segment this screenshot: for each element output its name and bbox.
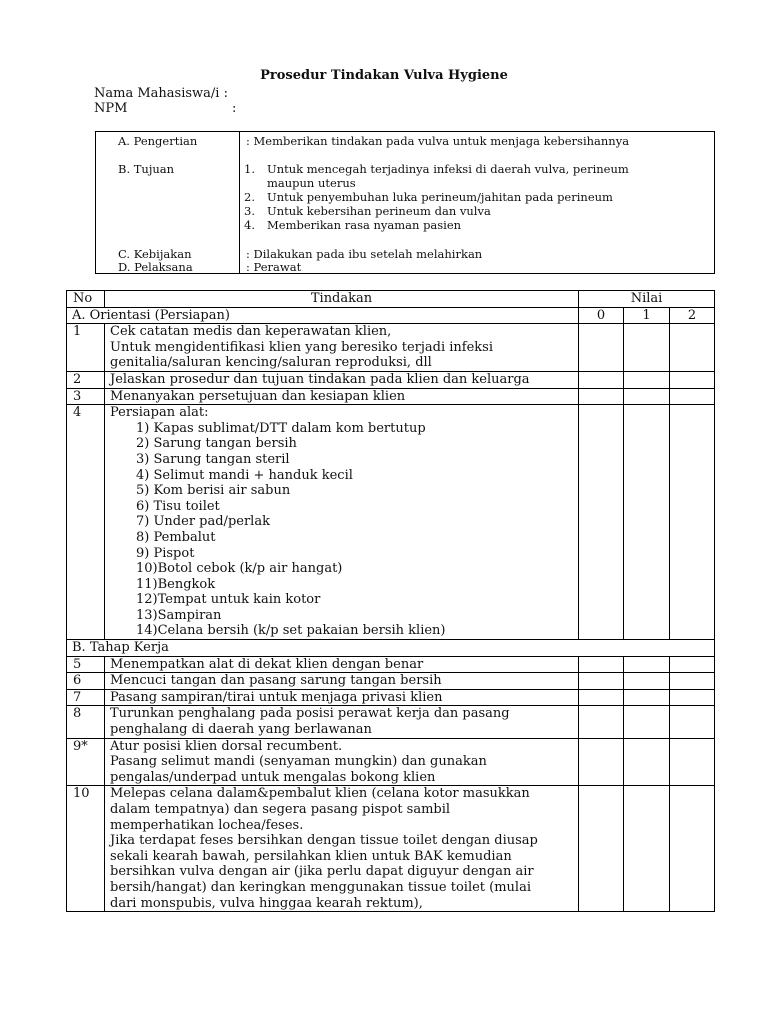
tujuan-num: 4. <box>244 218 255 232</box>
row-no: 1 <box>67 324 105 372</box>
equipment-list <box>110 421 578 639</box>
row-text-line: bersihkan vulva dengan air (jika perlu dapat diguyur dengan air <box>110 864 534 880</box>
row-tindakan <box>105 786 579 912</box>
score-cell-1[interactable] <box>624 405 670 640</box>
row-text-line: penghalang di daerah yang berlawanan <box>110 722 372 738</box>
pelaksana-label: D. Pelaksana <box>118 260 193 274</box>
score-cell-0[interactable] <box>579 371 624 388</box>
equipment-item: 2) Sarung tangan bersih <box>136 436 297 452</box>
row-tindakan <box>105 689 579 706</box>
equipment-item: 13)Sampiran <box>136 607 222 623</box>
row-tindakan <box>105 371 579 388</box>
kebijakan-value: : Dilakukan pada ibu setelah melahirkan <box>246 247 483 261</box>
row-no: 7 <box>67 689 105 706</box>
row-text-line: bersih/hangat) dan keringkan menggunakan tissue toilet (mulai <box>110 879 531 895</box>
row-text-line: Melepas celana dalam&pembalut klien (celana kotor masukkan <box>110 786 530 802</box>
score-cell-2[interactable] <box>670 786 715 912</box>
table-header-row <box>67 291 715 308</box>
row-no: 3 <box>67 388 105 405</box>
kebijakan-label: C. Kebijakan <box>118 247 192 261</box>
score-cell-1[interactable] <box>624 738 670 786</box>
header-nilai: Nilai <box>579 291 715 308</box>
row-tindakan <box>105 656 579 673</box>
row-text-line: Jika terdapat feses bersihkan dengan tissue toilet dengan diusap <box>110 833 538 849</box>
score-header: 0 <box>579 307 624 324</box>
row-tindakan <box>105 706 579 738</box>
score-cell-2[interactable] <box>670 656 715 673</box>
score-cell-1[interactable] <box>624 371 670 388</box>
header-tindakan: Tindakan <box>105 291 579 308</box>
score-cell-2[interactable] <box>670 388 715 405</box>
row-text-line: Pasang selimut mandi (senyaman mungkin) dan gunakan <box>110 754 487 770</box>
row-no: 8 <box>67 706 105 738</box>
tujuan-text: maupun uterus <box>267 176 356 190</box>
table-row <box>67 371 715 388</box>
equipment-item: 6) Tisu toilet <box>136 498 220 514</box>
row-no: 4 <box>67 405 105 640</box>
tujuan-text: Untuk penyembuhan luka perineum/jahitan pada perineum <box>267 190 613 204</box>
row-text-line: Cek catatan medis dan keperawatan klien, <box>110 324 392 340</box>
score-cell-0[interactable] <box>579 388 624 405</box>
score-cell-2[interactable] <box>670 706 715 738</box>
page-title: Prosedur Tindakan Vulva Hygiene <box>260 68 508 83</box>
equipment-item: 1) Kapas sublimat/DTT dalam kom bertutup <box>136 420 426 436</box>
score-cell-1[interactable] <box>624 656 670 673</box>
row-text-line: Pasang sampiran/tirai untuk menjaga privasi klien <box>110 689 443 705</box>
equipment-item: 9) Pispot <box>136 545 195 561</box>
section-a-label: A. Orientasi (Persiapan) <box>67 307 579 324</box>
row-tindakan <box>105 673 579 690</box>
row-text-line: Untuk mengidentifikasi klien yang beresiko terjadi infeksi <box>110 339 494 355</box>
row-text-line: Turunkan penghalang pada posisi perawat kerja dan pasang <box>110 706 510 722</box>
score-cell-0[interactable] <box>579 689 624 706</box>
rows-b <box>67 656 715 912</box>
tujuan-num: 3. <box>244 204 255 218</box>
equipment-item: 11)Bengkok <box>136 576 216 592</box>
procedure-info-box <box>95 131 715 274</box>
score-cell-0[interactable] <box>579 786 624 912</box>
student-name-label: Nama Mahasiswa/i : <box>94 86 228 101</box>
score-cell-2[interactable] <box>670 689 715 706</box>
score-cell-0[interactable] <box>579 706 624 738</box>
row-text-line: pengalas/underpad untuk mengalas bokong klien <box>110 769 436 785</box>
row-text-line: Mencuci tangan dan pasang sarung tangan bersih <box>110 673 442 689</box>
row-text-line: Jelaskan prosedur dan tujuan tindakan pada klien dan keluarga <box>110 371 530 387</box>
table-row <box>67 405 715 640</box>
section-b-row <box>67 640 715 657</box>
equipment-item: 3) Sarung tangan steril <box>136 451 290 467</box>
row-text-line: dari monspubis, vulva hinggaa kearah rektum), <box>110 895 423 911</box>
table-row <box>67 786 715 912</box>
row-text-line: memperhatikan lochea/feses. <box>110 817 304 833</box>
pelaksana-value: : Perawat <box>246 260 302 274</box>
header-no: No <box>67 291 105 308</box>
score-cell-2[interactable] <box>670 371 715 388</box>
tujuan-num: 1. <box>244 162 255 176</box>
section-b-label: B. Tahap Kerja <box>67 640 715 657</box>
rows-a <box>67 324 715 405</box>
tujuan-num: 2. <box>244 190 255 204</box>
row-tindakan <box>105 405 579 640</box>
row-no: 5 <box>67 656 105 673</box>
equipment-item: 10)Botol cebok (k/p air hangat) <box>136 561 343 577</box>
row-tindakan <box>105 324 579 372</box>
score-cell-0[interactable] <box>579 324 624 372</box>
equipment-item: 4) Selimut mandi + handuk kecil <box>136 467 353 483</box>
equipment-item: 7) Under pad/perlak <box>136 514 270 530</box>
section-a-row <box>67 307 715 324</box>
table-row <box>67 689 715 706</box>
score-cell-0[interactable] <box>579 673 624 690</box>
score-cell-2[interactable] <box>670 405 715 640</box>
score-cell-0[interactable] <box>579 656 624 673</box>
equipment-item: 5) Kom berisi air sabun <box>136 483 291 499</box>
row-text-line: genitalia/saluran kencing/saluran reproduksi, dll <box>110 355 432 371</box>
row4-title: Persiapan alat: <box>110 405 209 421</box>
table-row <box>67 738 715 786</box>
score-cell-2[interactable] <box>670 673 715 690</box>
npm-colon: : <box>232 101 237 116</box>
tujuan-text: Memberikan rasa nyaman pasien <box>267 218 462 232</box>
score-cell-0[interactable] <box>579 738 624 786</box>
equipment-item: 8) Pembalut <box>136 529 216 545</box>
npm-label: NPM <box>94 101 128 116</box>
table-row <box>67 324 715 372</box>
score-cell-1[interactable] <box>624 388 670 405</box>
table-row <box>67 706 715 738</box>
info-box-divider <box>239 132 240 273</box>
score-cell-1[interactable] <box>624 706 670 738</box>
student-info <box>94 86 236 116</box>
table-row <box>67 656 715 673</box>
score-cell-1[interactable] <box>624 324 670 372</box>
row-text-line: sekali kearah bawah, persilahkan klien untuk BAK kemudian <box>110 848 512 864</box>
equipment-item: 12)Tempat untuk kain kotor <box>136 592 321 608</box>
score-header: 2 <box>670 307 715 324</box>
row-text-line: Atur posisi klien dorsal recumbent. <box>110 738 343 754</box>
tujuan-label: B. Tujuan <box>118 162 175 176</box>
row-text-line: Menempatkan alat di dekat klien dengan benar <box>110 656 424 672</box>
tujuan-text: Untuk kebersihan perineum dan vulva <box>267 204 491 218</box>
row-no: 9* <box>67 738 105 786</box>
table-row <box>67 388 715 405</box>
row-text-line: Menanyakan persetujuan dan kesiapan klien <box>110 388 406 404</box>
checklist-table <box>66 290 715 912</box>
pengertian-value: : Memberikan tindakan pada vulva untuk menjaga kebersihannya <box>246 134 630 148</box>
equipment-item: 14)Celana bersih (k/p set pakaian bersih klien) <box>136 623 446 639</box>
tujuan-text: Untuk mencegah terjadinya infeksi di daerah vulva, perineum <box>267 162 629 176</box>
table-row <box>67 673 715 690</box>
score-cell-0[interactable] <box>579 405 624 640</box>
score-header: 1 <box>624 307 670 324</box>
row-tindakan <box>105 388 579 405</box>
row-tindakan <box>105 738 579 786</box>
row-text-line: dalam tempatnya) dan segera pasang pispot sambil <box>110 802 451 817</box>
score-cell-2[interactable] <box>670 324 715 372</box>
score-cell-2[interactable] <box>670 738 715 786</box>
row-no: 10 <box>67 786 105 912</box>
pengertian-label: A. Pengertian <box>118 134 198 148</box>
score-cell-1[interactable] <box>624 673 670 690</box>
row-no: 6 <box>67 673 105 690</box>
score-cell-1[interactable] <box>624 786 670 912</box>
score-cell-1[interactable] <box>624 689 670 706</box>
row-no: 2 <box>67 371 105 388</box>
